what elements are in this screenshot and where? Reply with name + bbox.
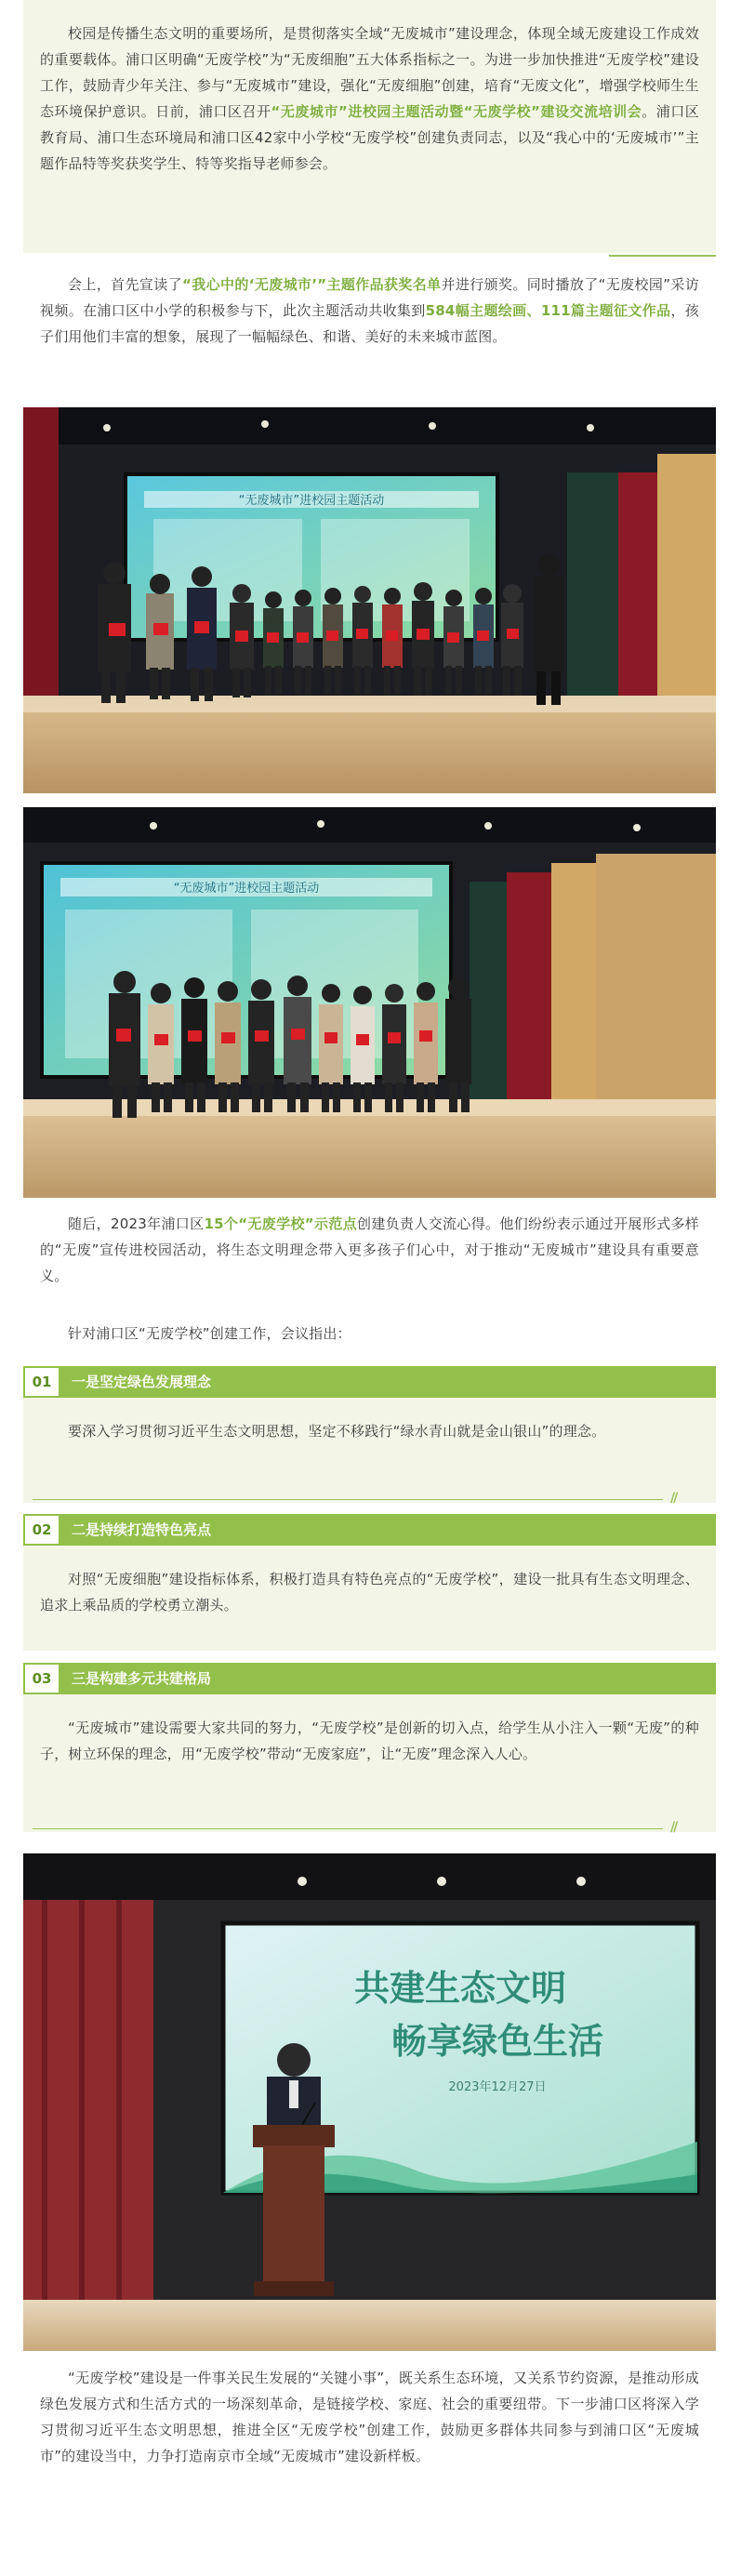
highlight-text: “我心中的‘无废城市’”主题作品获奖名单 — [182, 276, 442, 293]
point-body-03 — [23, 1694, 716, 1832]
body-text: 。浦口区教育局、浦口生态环境局和浦口区42家中小学校“无废学校”创建负责同志，以及“我心中的‘无废城市’”主题作品特等奖获奖学生、特等奖指导老师参会。 — [40, 103, 699, 172]
point-number: 02 — [23, 1514, 60, 1546]
intro-box — [23, 0, 716, 253]
intro-paragraph — [23, 0, 716, 177]
body-text: 创建负责人交流心得。他们纷纷表示通过开展形式多样的“无废”宣传进校园活动，将生态文明理念带入更多孩子们心中，对于推动“无废城市”建设具有重要意义。 — [40, 1215, 699, 1284]
point-title: 一是坚定绿色发展理念 — [72, 1374, 212, 1390]
slash-decoration: // — [670, 1820, 677, 1835]
podium — [253, 2103, 335, 2296]
stage-illustration — [23, 407, 716, 793]
body-text: 校园是传播生态文明的重要场所，是贯彻落实全域“无废城市”建设理念，体现全域无废建设工作成效的重要载体。浦口区明确“无废学校”为“无废细胞”五大体系指标之一。为进一步加快推进“无废学校”建设工作，鼓励青少年关注、参与“无废城市”建设，强化“无废细胞”创建，培育“无废文化”，增强学校师生生态环境保护意识。日前，浦口区召开 — [40, 25, 699, 120]
body-text: 会上，首先宣读了 — [68, 276, 183, 293]
speaker-photo — [23, 1853, 716, 2351]
highlight-text: 584幅主题绘画、111篇主题征文作品 — [425, 302, 671, 319]
point-text: 对照“无废细胞”建设指标体系，积极打造具有特色亮点的“无废学校”，建设一批具有生态文明理念、追求上乘品质的学校勇立潮头。 — [40, 1571, 699, 1613]
point-text: “无废城市”建设需要大家共同的努力，“无废学校”是创新的切入点，给学生从小注入一颗“无废”的种子，树立环保的理念，用“无废学校”带动“无废家庭”，让“无废”理念深入人心。 — [40, 1720, 699, 1762]
award-photo-teachers — [23, 807, 716, 1198]
exchange-paragraph — [23, 1211, 716, 1289]
point-title: 三是构建多元共建格局 — [72, 1670, 212, 1687]
point-title: 二是持续打造特色亮点 — [72, 1521, 212, 1538]
meeting-paragraph — [23, 272, 716, 350]
screen-title: “无废城市”进校园主题活动 — [173, 882, 320, 896]
screen-headline-1: 共建生态文明 — [353, 1967, 567, 2009]
screen-date: 2023年12月27日 — [448, 2080, 547, 2094]
divider-line — [33, 1499, 663, 1500]
point-header-02 — [23, 1514, 716, 1546]
point-header-03 — [23, 1663, 716, 1694]
closing-paragraph: “无废学校”建设是一件事关民生发展的“关键小事”，既关系生态环境，又关系节约资源，是推动形成绿色发展方式和生活方式的一场深刻革命，是链接学校、家庭、社会的重要纽带。下一步浦口区将深入学习贯彻习近平生态文明思想，推进全区“无废学校”创建工作，鼓励更多群体共同参与到浦口区“无废城市”的建设当中，力争打造南京市全域“无废城市”建设新样板。 — [40, 2370, 699, 2464]
divider-line — [609, 255, 716, 257]
award-photo-students — [23, 407, 716, 793]
screen-headline-2: 畅享绿色生活 — [390, 2020, 604, 2062]
highlight-text: “无废城市”进校园主题活动暨“无废学校”建设交流培训会 — [271, 103, 642, 120]
stage-illustration — [23, 807, 716, 1198]
highlight-text: 15个“无废学校”示范点 — [204, 1215, 357, 1232]
lead-sentence: 针对浦口区“无废学校”创建工作，会议指出： — [68, 1325, 351, 1342]
point-body-02 — [23, 1546, 716, 1651]
divider-line — [33, 1828, 663, 1829]
body-text: ，孩子们用他们丰富的想象，展现了一幅幅绿色、和谐、美好的未来城市蓝图。 — [40, 302, 699, 345]
point-number: 03 — [23, 1663, 60, 1694]
body-text: 并进行颁奖。同时播放了“无废校园”采访视频。在浦口区中小学的积极参与下，此次主题活动共收集到 — [40, 276, 699, 319]
point-body-01 — [23, 1398, 716, 1503]
point-text: 要深入学习贯彻习近平生态文明思想，坚定不移践行“绿水青山就是金山银山”的理念。 — [68, 1423, 606, 1440]
point-header-01 — [23, 1366, 716, 1398]
slash-decoration: // — [670, 1491, 677, 1506]
body-text: 随后，2023年浦口区 — [68, 1215, 205, 1232]
point-number: 01 — [23, 1366, 60, 1398]
stage-illustration — [23, 1853, 716, 2351]
screen-title: “无废城市”进校园主题活动 — [238, 494, 385, 508]
